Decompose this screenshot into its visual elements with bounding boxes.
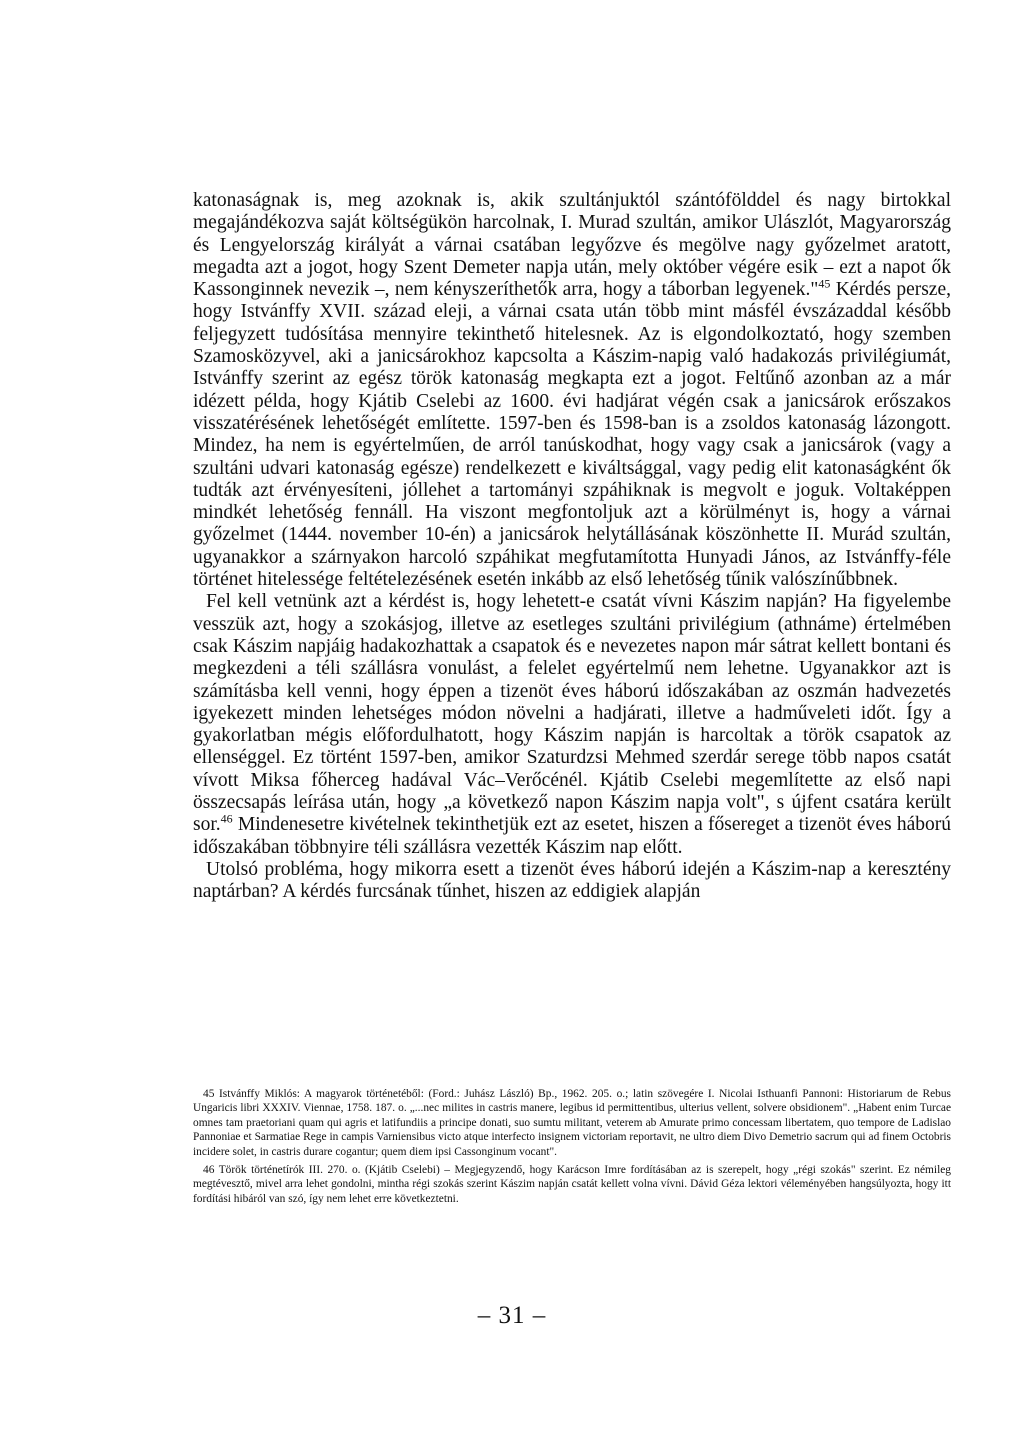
paragraph-1 [193, 190, 951, 591]
paragraph-1-continuation: Kérdés persze, hogy Istvánffy XVII. század eleji, a várnai csata után több mint másfél évszázaddal később feljegyzett tudósítása mennyire tekinthető hitelesnek. Az is elgondolkoztató, hogy szemben Szamosközyvel, aki a janicsárokhoz kapcsolta a Kászim-napig való hadakozás privilégiumát, Istvánffy szerint az egész török katonaság megkapta ezt a jogot. Feltűnő azonban az a már idézett példa, hogy Kjátib Cselebi az 1600. évi hadjárat végén csak a janicsárok erőszakos visszatérésének lehetőségét említette. 1597-ben és 1598-ban is a zsoldos katonaság lázongott. Mindez, ha nem is egyértelműen, de arról tanúskodhat, hogy vagy csak a janicsárok (vagy a szultáni udvari katonaság egésze) rendelkezett e kiváltsággal, vagy pedig elit katonaságként ők tudták azt érvényesíteni, jóllehet a tartományi szpáhiknak is megvolt e joguk. Voltaképpen mindkét lehetőség fennáll. Ha viszont megfontoljuk azt a körülményt is, hogy a várnai győzelmet (1444. november 10-én) a janicsárok helytállásának köszönhette II. Murád szultán, ugyanakkor a szárnyakon harcoló szpáhikat megfutamította Hunyadi János, az Istvánffy-féle történet hitelessége feltételezésének esetén inkább az első lehetőség tűnik valószínűbbnek. [193, 279, 951, 591]
page-number: – 31 – [477, 1302, 547, 1329]
footnote-ref-46: 46 [220, 811, 233, 826]
paragraph-2-continuation: Mindenesetre kivételnek tekinthetjük ezt az esetet, hiszen a fősereget a tizenöt éves háború időszakában többnyire téli szállásra vezették Kászim nap előtt. [193, 814, 951, 858]
paragraph-3: Utolsó probléma, hogy mikorra esett a tizenöt éves háború idején a Kászim-nap a keresztény naptárban? A kérdés furcsának tűnhet, hiszen az eddigiek alapján [193, 858, 951, 903]
paragraph-2-text: Fel kell vetnünk azt a kérdést is, hogy lehetett-e csatát vívni Kászim napján? Ha figyelembe vesszük azt, hogy a szokásjog, illetve az esetleges szultáni privilégium (athnáme) értelmében csak Kászim napjáig hadakozhattak a csapatok és e nevezetes napon már sátrat kellett bontani és megkezdeni a téli szállásra vonulást, a felelet egyértelmű nem lehetne. Ugyanakkor azt is számításba kell venni, hogy éppen a tizenöt éves háború időszakában az oszmán hadvezetés igyekezett minden lehetséges módon növelni a hadjárati, illetve a hadműveleti időt. Így a gyakorlatban mégis előfordulhatott, hogy Kászim napján is harcoltak a török csapatok az ellenséggel. Ez történt 1597-ben, amikor Szaturdzsi Mehmed szerdár serege több napos csatát vívott Miksa főherceg hadával Vác–Verőcénél. Kjátib Cselebi megemlítette az első napi összecsapás leírása után, hogy „a következő napon Kászim napja volt", s újfent csatára került sor. [193, 591, 951, 836]
main-text-block [193, 190, 951, 904]
footnote-ref-45: 45 [818, 276, 831, 291]
footnotes [193, 1087, 951, 1210]
footnote-45: 45 Istvánffy Miklós: A magyarok történetéből: (Ford.: Juhász László) Bp., 1962. 205. o.; latin szövegére I. Nicolai Isthuanfi Pannoni: Historiarum de Rebus Ungaricis libri XXXIV. Viennae, 1758. 187. o. „...nec milites in castris manere, legibus id permittentibus, ulterius vellent, solvere obsidionem". „Habent enim Turcae omnes tam praetoriani quam qui agris et latifundiis a principe donati, suo sumtu militant, veterem ab Amurate primo concessam libertatem, quo tempore de Ladislao Pannoniae et Sarmatiae Rege in campis Varniensibus victo atque interfecto insignem victoriam reportavit, ne ultro diem Divo Demetrio sacrum qui ad finem Octobris incidere solet, in castris durare cogantur; quem diem ipsi Cassonginum vocant". [193, 1088, 951, 1158]
footnote-46: 46 Török történetírók III. 270. o. (Kjátib Cselebi) – Megjegyzendő, hogy Karácson Imre fordításában az is szerepelt, hogy „régi szokás" szerint. Ez némileg megtévesztő, mivel arra lehet gondolni, mintha régi szokás szerint Kászim napján csatát kellett volna vívni. Dávid Géza lektori véleményében hangsúlyozta, hogy itt fordítási hibáról van szó, így nem lehet erre következtetni. [193, 1164, 951, 1205]
paragraph-1-text: katonaságnak is, meg azoknak is, akik szultánjuktól szántófölddel és nagy birtokkal megajándékozva saját költségükön harcolnak, I. Murad szultán, amikor Ulászlót, Magyarország és Lengyelország királyát a várnai csatában legyőzve és megölve nagy győzelmet aratott, megadta azt a jogot, hogy Szent Demeter napja után, mely október végére esik – ezt a napot ők Kassonginnek nevezik –, nem kényszeríthetők arra, hogy a táborban legyenek." [193, 190, 951, 301]
paragraph-2 [193, 591, 951, 859]
body-text [193, 190, 951, 904]
